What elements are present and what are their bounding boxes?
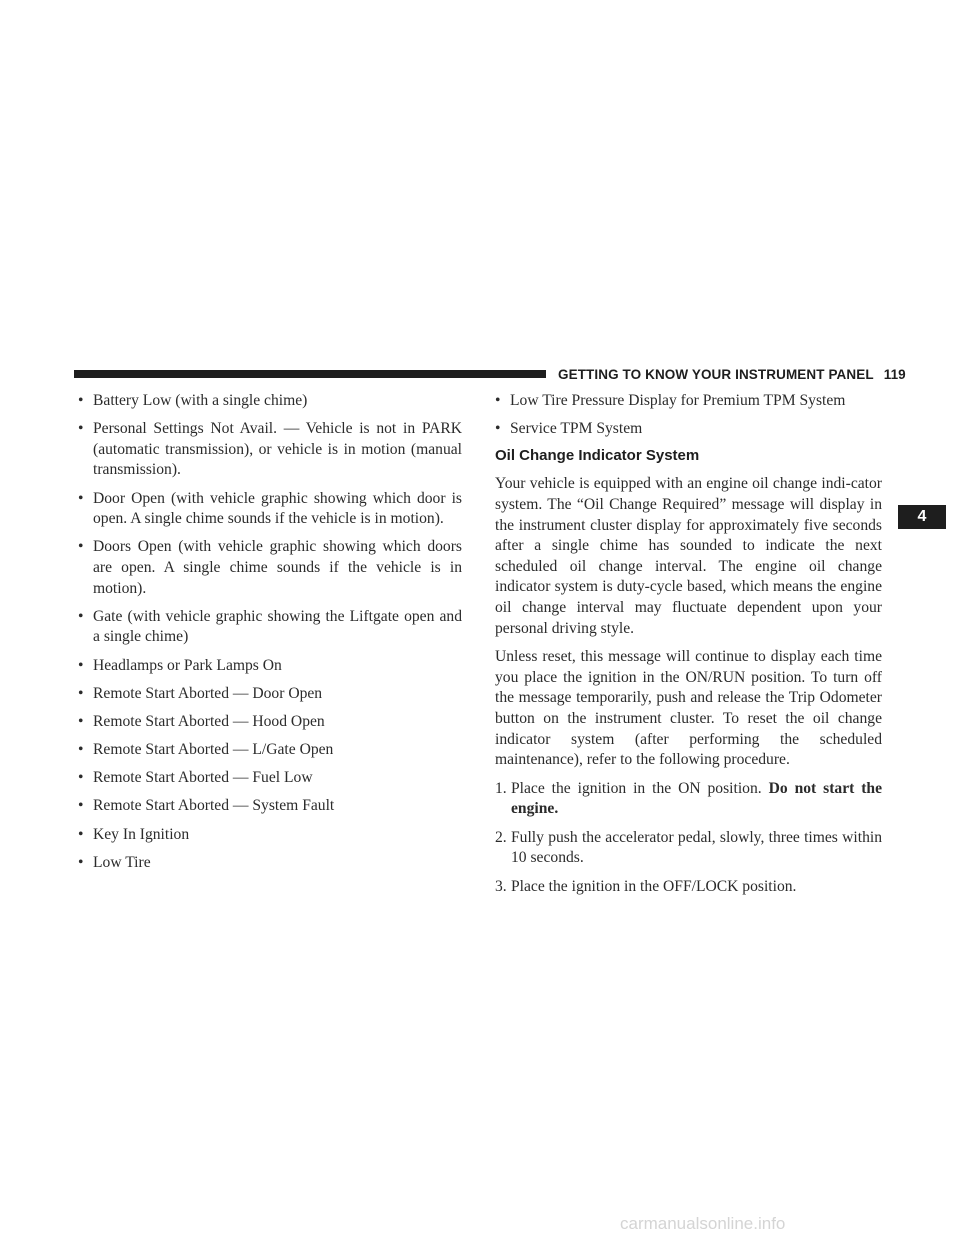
paragraph: Your vehicle is equipped with an engine oil change indi-cator system. The “Oil Change Required” message will display in the instrument cluster display for approximately five seconds after a single chime has sounded to indicate the next scheduled oil change interval. The engine oil change indicator system is duty-cycle based, which means the engine oil change interval may fluctuate dependent upon your personal driving style. (495, 475, 882, 637)
step-number: 1. (495, 779, 507, 797)
list-item: • Remote Start Aborted — Hood Open (78, 712, 462, 733)
list-item: • Key In Ignition (78, 825, 462, 846)
list-item: • Personal Settings Not Avail. — Vehicle is not in PARK (automatic transmission), or vehicle is in motion (manual transmission). (78, 419, 462, 481)
list-item: • Doors Open (with vehicle graphic showing which doors are open. A single chime sounds if the vehicle is in motion). (78, 537, 462, 599)
chapter-tab: 4 (898, 505, 946, 529)
header-title: GETTING TO KNOW YOUR INSTRUMENT PANEL (558, 367, 874, 382)
section-heading: Oil Change Indicator System (495, 447, 700, 465)
list-item: • Remote Start Aborted — L/Gate Open (78, 740, 462, 761)
right-column (495, 391, 882, 906)
page-number: 119 (883, 367, 906, 382)
list-item: • Remote Start Aborted — System Fault (78, 796, 462, 817)
tpm-message-list (495, 391, 882, 440)
step-item (495, 828, 882, 869)
step-text: Place the ignition in the ON position. (511, 779, 769, 797)
step-number: 2. (495, 828, 507, 846)
header-rule (74, 370, 546, 378)
procedure-steps (495, 779, 882, 898)
list-item: • Headlamps or Park Lamps On (78, 656, 462, 677)
list-item: • Low Tire (78, 853, 462, 874)
list-item: • Gate (with vehicle graphic showing the Liftgate open and a single chime) (78, 607, 462, 648)
warning-message-list (78, 391, 462, 873)
list-item: • Service TPM System (495, 419, 882, 440)
step-text: Fully push the accelerator pedal, slowly, three times within 10 seconds. (511, 828, 882, 867)
list-item: • Battery Low (with a single chime) (78, 391, 462, 412)
step-text: Place the ignition in the OFF/LOCK position. (511, 878, 797, 896)
list-item: • Remote Start Aborted — Door Open (78, 684, 462, 705)
left-column (78, 391, 462, 881)
step-item (495, 877, 882, 898)
list-item: • Remote Start Aborted — Fuel Low (78, 768, 462, 789)
list-item: • Low Tire Pressure Display for Premium TPM System (495, 391, 882, 412)
running-header (558, 367, 906, 382)
step-warning: Do not start the engine. (511, 779, 883, 818)
list-item: • Door Open (with vehicle graphic showing which door is open. A single chime sounds if the vehicle is in motion). (78, 489, 462, 530)
paragraph: Unless reset, this message will continue to display each time you place the ignition in the ON/RUN position. To turn off the message temporarily, push and release the Trip Odometer button on the instrument cluster. To reset the oil change indicator system (after performing the scheduled maintenance), refer to the following procedure. (495, 648, 882, 769)
step-number: 3. (495, 878, 507, 896)
watermark: carmanualsonline.info (620, 1214, 786, 1233)
step-item (495, 779, 882, 820)
